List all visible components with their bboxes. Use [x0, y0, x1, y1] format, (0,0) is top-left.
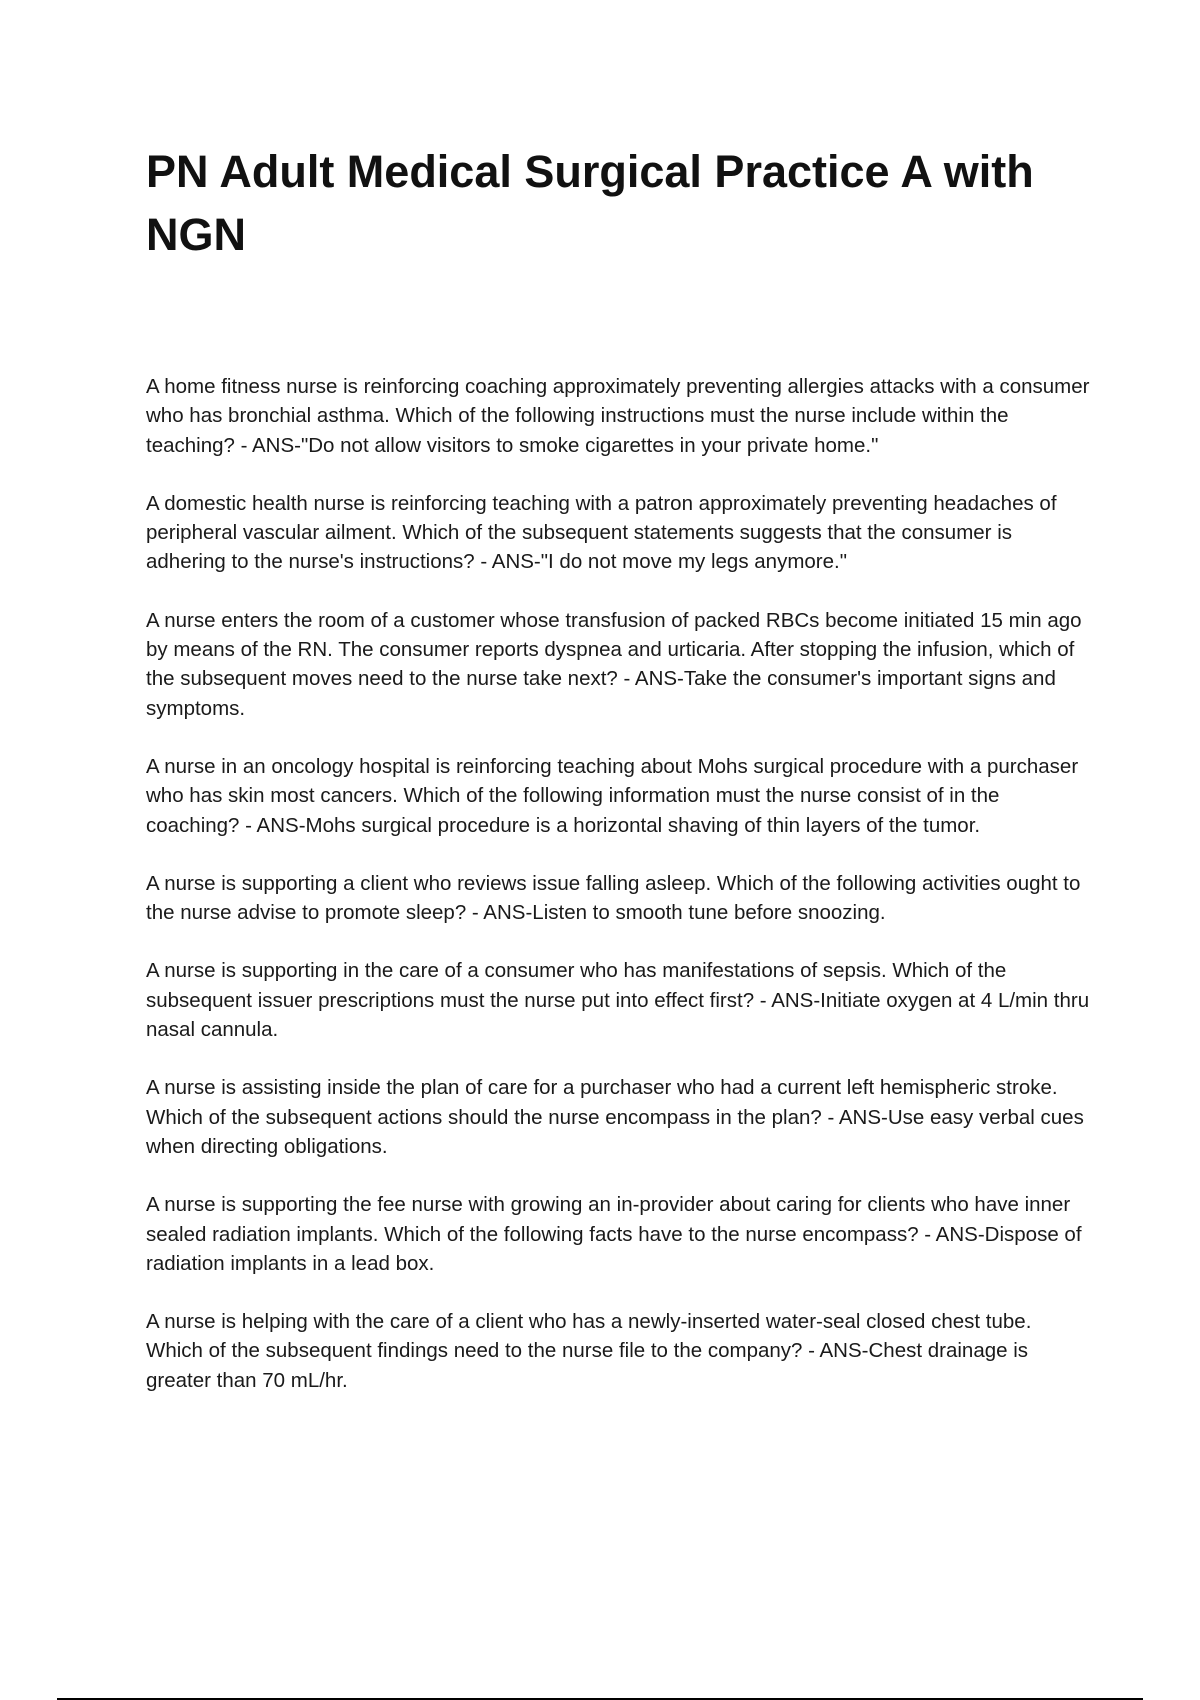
qa-item-1: A home fitness nurse is reinforcing coaching approximately preventing allergies attacks with a consumer who has bronchial asthma. Which of the following instructions must the nurse include within the teaching? - ANS-"Do not allow visitors to smoke cigarettes in your private home." — [146, 375, 1090, 457]
qa-item-7: A nurse is assisting inside the plan of care for a purchaser who had a current left hemispheric stroke. Which of the subsequent actions should the nurse encompass in the plan? - ANS-Use easy verbal cues when directing obligations. — [146, 1076, 1084, 1158]
document-title: PN Adult Medical Surgical Practice A with NGN — [146, 146, 1034, 260]
question-answer-list — [146, 372, 1091, 1424]
qa-item-6: A nurse is supporting in the care of a consumer who has manifestations of sepsis. Which of the subsequent issuer prescriptions must the nurse put into effect first? - ANS-Initiate oxygen at 4 L/min thru nasal cannula. — [146, 959, 1090, 1042]
qa-item-4: A nurse in an oncology hospital is reinforcing teaching about Mohs surgical procedure with a purchaser who has skin most cancers. Which of the following information must the nurse consist of in the coaching? - ANS-Mohs surgical procedure is a horizontal shaving of thin layers of the tumor. — [146, 754, 1079, 837]
qa-item-5: A nurse is supporting a client who reviews issue falling asleep. Which of the following activities ought to the nurse advise to promote sleep? - ANS-Listen to smooth tune before snoozing. — [146, 871, 1081, 925]
qa-item-9: A nurse is helping with the care of a client who has a newly-inserted water-seal closed chest tube. Which of the subsequent findings need to the nurse file to the company? - ANS-Chest drainage is greater than 70 mL/hr. — [146, 1310, 1032, 1392]
qa-item-3: A nurse enters the room of a customer whose transfusion of packed RBCs become initiated 15 min ago by means of the RN. The consumer reports dyspnea and urticaria. After stopping the infusion, which of the subsequent moves need to the nurse take next? - ANS-Take the consumer's important signs and symptoms. — [146, 608, 1082, 720]
qa-item-2: A domestic health nurse is reinforcing teaching with a patron approximately preventing headaches of peripheral vascular ailment. Which of the subsequent statements suggests that the consumer is adhering to the nurse's instructions? - ANS-"I do not move my legs anymore." — [146, 491, 1057, 574]
qa-item-8: A nurse is supporting the fee nurse with growing an in-provider about caring for clients who have inner sealed radiation implants. Which of the following facts have to the nurse encompass? - ANS-Dispose of radiation implants in a lead box. — [146, 1193, 1082, 1275]
